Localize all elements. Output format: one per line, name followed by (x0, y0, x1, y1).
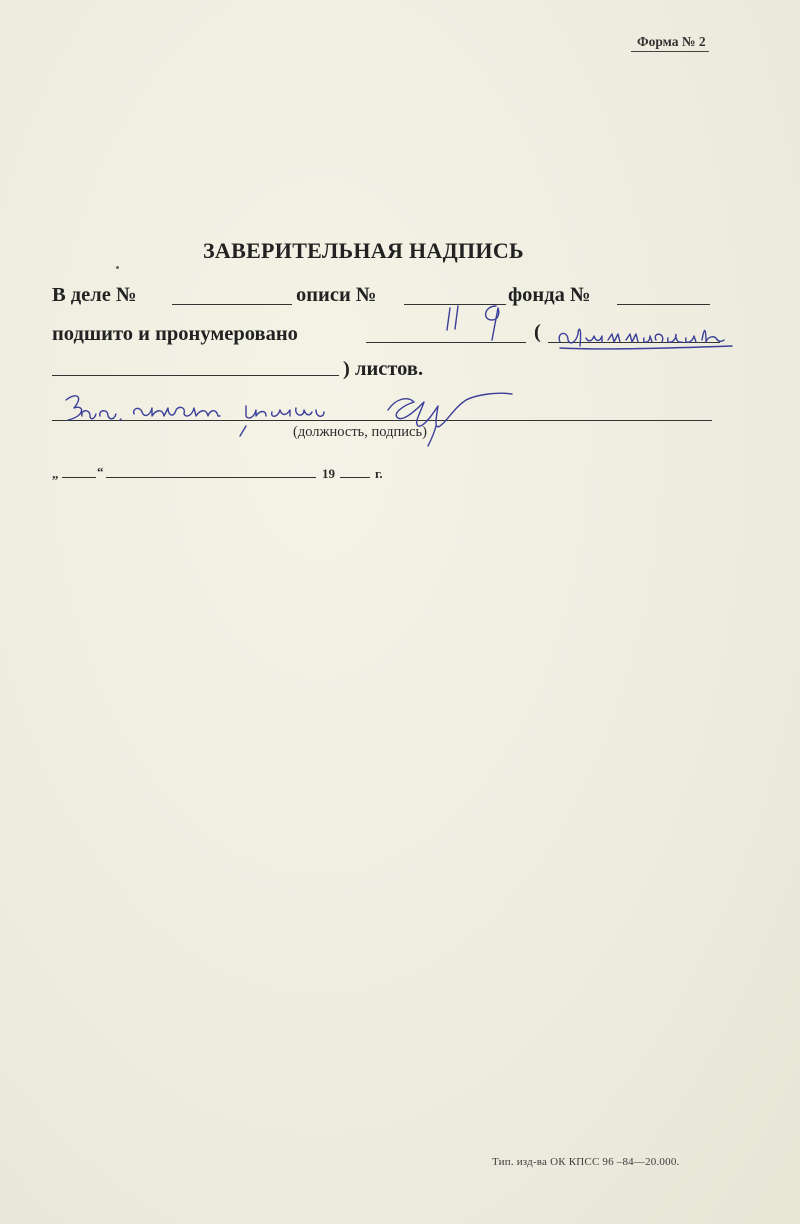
inventory-number-label: описи № (296, 284, 377, 306)
signature-picture (378, 388, 518, 448)
date-year-prefix: 19 (322, 466, 335, 481)
date-year-suffix: г. (375, 466, 383, 481)
form-number: Форма № 2 (637, 34, 706, 49)
signature-caption: (должность, подпись) (293, 424, 427, 440)
handwritten-sheet-count (440, 300, 510, 345)
date-month-blank (106, 477, 316, 478)
date-open-quote: „ (52, 466, 59, 481)
handwritten-position (60, 386, 350, 438)
case-number-blank (172, 304, 292, 305)
date-day-blank (62, 477, 96, 478)
printer-imprint: Тип. изд-ва ОК КПСС 96 –84—20.000. (492, 1156, 680, 1168)
handwritten-sheet-count-words (556, 318, 736, 358)
open-paren: ( (534, 321, 541, 343)
sheet-words-blank-cont (52, 375, 339, 376)
sheet-count-label: подшито и пронумеровано (52, 323, 298, 345)
date-year-blank (340, 477, 370, 478)
page-title: ЗАВЕРИТЕЛЬНАЯ НАДПИСЬ (203, 238, 524, 263)
sheets-label: ) листов. (343, 358, 424, 380)
fund-number-blank (617, 304, 710, 305)
ink-speck (116, 266, 119, 269)
form-number-underline (631, 51, 709, 52)
case-number-label: В деле № (52, 284, 137, 306)
fund-number-label: фонда № (508, 284, 591, 306)
date-close-quote: “ (97, 464, 104, 479)
